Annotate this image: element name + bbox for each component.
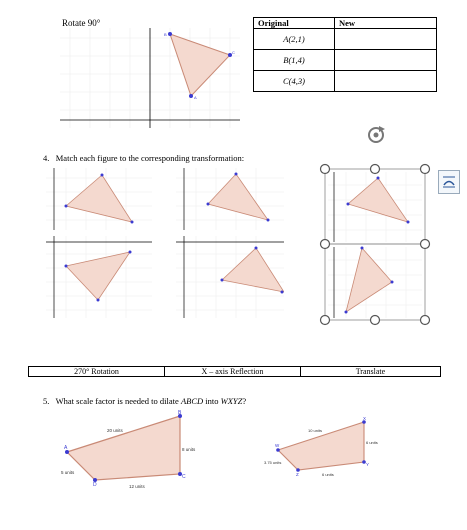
question5-text (43, 396, 246, 406)
figure-2-bottom (176, 236, 284, 318)
label-left: 5 units (61, 470, 75, 475)
question4-prompt: Match each figure to the corresponding transformation: (55, 153, 245, 163)
transformation-option: 270° Rotation (29, 367, 165, 377)
question4-number: 4. (43, 153, 50, 163)
transformation-option: Translate (300, 367, 440, 377)
cell-new[interactable] (335, 50, 437, 71)
vertex-x: X (363, 416, 367, 421)
vertex-d: D (93, 482, 97, 488)
label-b: B (164, 32, 167, 37)
coordinate-table (253, 17, 437, 92)
figure-1-bottom (46, 236, 152, 318)
question5-suffix: ? (242, 396, 247, 406)
vertex-y: Y (366, 462, 370, 467)
label-c: C (232, 50, 235, 55)
header-new: New (335, 18, 437, 29)
figure-1-top (46, 168, 152, 230)
vertex-a: A (64, 445, 68, 451)
vertex-w: W (275, 443, 280, 448)
shape-wxyz-name: WXYZ (220, 396, 243, 406)
figure-3-selected[interactable] (316, 160, 436, 330)
rotate-graph (60, 28, 240, 128)
layout-options-icon[interactable] (438, 170, 460, 194)
question4-text (43, 153, 244, 163)
shape-abcd-name: ABCD (180, 396, 204, 406)
cell-new[interactable] (335, 71, 437, 92)
question5-number: 5. (43, 396, 50, 406)
transformation-option: X – axis Reflection (164, 367, 300, 377)
question5-prefix: What scale factor is needed to dilate (55, 396, 179, 406)
rotate-handle-icon[interactable] (365, 124, 387, 146)
vertex-c: C (182, 474, 186, 480)
vertex-z: Z (296, 472, 299, 477)
graph-point-a (189, 94, 193, 98)
rotate-prompt: Rotate 90° (62, 18, 101, 28)
shape-wxyz (262, 414, 387, 484)
figure-2-top (176, 168, 284, 230)
vertex-b: B (178, 410, 182, 416)
label-a: A (194, 95, 197, 100)
label-top: 10 units (308, 428, 323, 433)
cell-original: B(1,4) (254, 50, 335, 71)
cell-original: A(2,1) (254, 29, 335, 50)
label-right: 8 units (182, 447, 196, 452)
question5-mid: into (205, 396, 219, 406)
label-top: 20 units (107, 428, 123, 433)
label-bottom: 12 units (129, 484, 145, 489)
header-original: Original (254, 18, 335, 29)
shape-abcd (55, 408, 205, 493)
graph-point-b (168, 32, 172, 36)
label-left: 3.75 units (264, 460, 282, 465)
cell-original: C(4,3) (254, 71, 335, 92)
label-bottom: 6 units (322, 472, 334, 477)
cell-new[interactable] (335, 29, 437, 50)
label-right: 6 units (366, 440, 378, 445)
transformations-table (28, 366, 441, 377)
